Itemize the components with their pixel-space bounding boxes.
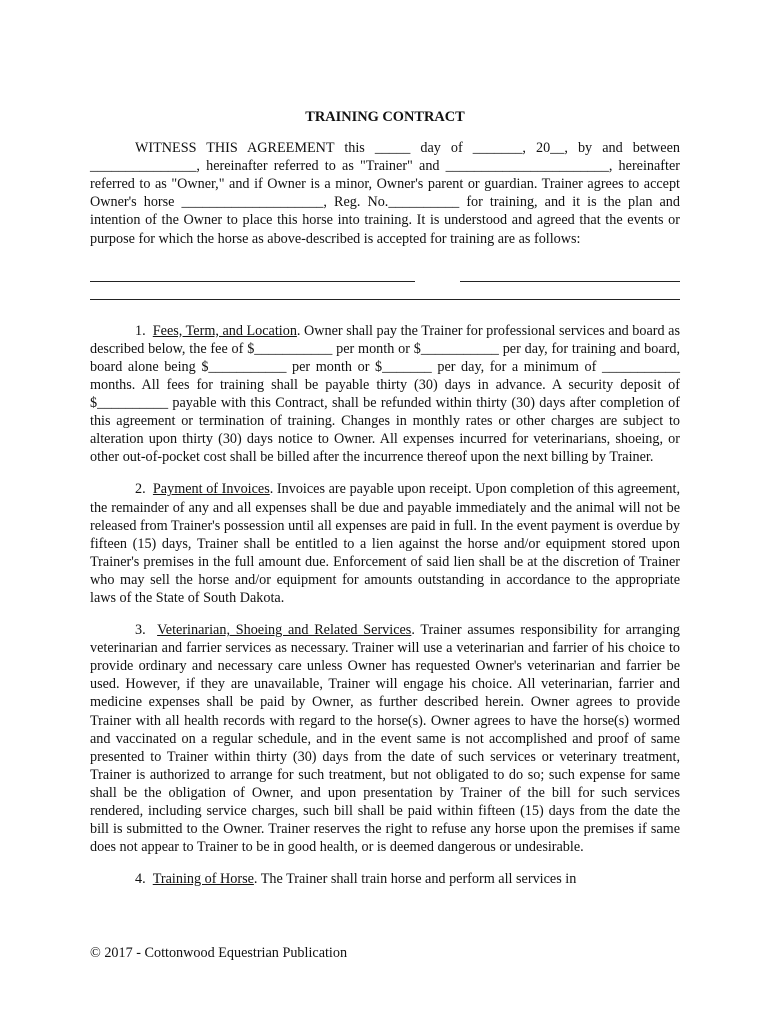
- section-paragraph: [90, 621, 680, 856]
- blank-row: [90, 266, 680, 284]
- section-paragraph: [90, 480, 680, 607]
- document-page: [90, 108, 680, 902]
- section-paragraph: [90, 870, 680, 888]
- document-title: TRAINING CONTRACT: [305, 109, 465, 125]
- section-number: 3.: [135, 622, 146, 639]
- section-number: 2.: [135, 481, 146, 498]
- section-training: [90, 870, 680, 888]
- section-number: 1.: [135, 322, 146, 339]
- section-text: . The Trainer shall train horse and perform all services in: [253, 871, 577, 888]
- section-fees: [90, 322, 680, 467]
- intro-paragraph: WITNESS THIS AGREEMENT this _____ day of _______, 20__, by and between _______________, hereinafter referred to as "Trainer" and _______________________, hereinafter referred to as "Owner," and if Owner is a minor, Owner's parent or guardian. Trainer agrees to accept Owner's horse ____________________, Reg. No.__________ for training, and it is the plan and intention of the Owner to place this horse into training. It is understood and agreed that the events or purpose for which the horse as above-described is accepted for training are as follows:: [90, 140, 680, 247]
- blank-row: [90, 284, 680, 302]
- section-paragraph: [90, 322, 680, 467]
- section-veterinarian: [90, 621, 680, 856]
- footer-copyright: © 2017 - Cottonwood Equestrian Publication: [90, 945, 348, 961]
- purpose-blank-lines: [90, 266, 680, 302]
- section-payment: [90, 480, 680, 607]
- blank-line: [90, 266, 415, 282]
- blank-line: [90, 284, 680, 300]
- section-heading: Payment of Invoices: [152, 481, 270, 498]
- section-heading: Veterinarian, Shoeing and Related Services: [157, 622, 412, 639]
- blank-line: [460, 266, 680, 282]
- section-number: 4.: [135, 871, 146, 888]
- section-text: . Invoices are payable upon receipt. Upon completion of this agreement, the remainder of any and all expenses shall be due and payable immediately and the animal will not be released from Trainer's possession until all expenses are paid in full. In the event payment is overdue by fifteen (15) days, Trainer shall be entitled to a lien against the horse and/or equipment stored upon Trainer's premises in the full amount due. Enforcement of said lien shall be at the discretion of Trainer who may sell the horse and/or equipment for amounts outstanding in accordance to the appropriate laws of the State of South Dakota.: [90, 481, 680, 606]
- section-text: . Trainer assumes responsibility for arranging veterinarian and farrier services as necessary. Trainer will use a veterinarian and farrier of his choice to provide ordinary and necessary care unless Owner has requested Owner's veterinarian and farrier be used. However, if they are unavailable, Trainer will engage his choice. All veterinarian, farrier and medicine expenses shall be paid by Owner, as further described herein. Owner agrees to provide Trainer with all health records with regard to the horse(s). Owner agrees to have the horse(s) wormed and vaccinated on a regular schedule, and in the event same is not accomplished and proof of same presented to Trainer within thirty (30) days from the date of such services or veterinary treatment, Trainer is authorized to arrange for such treatment, but not obligated to do so; such expense for same shall be the obligation of Owner, and upon presentation by Trainer of the bill for such services rendered, including service charges, such bill shall be paid within fifteen (15) days from the date the bill is submitted to the Owner. Trainer reserves the right to refuse any horse upon the premises if same does not appear to Trainer to be in good health, or is deemed dangerous or undesirable.: [90, 622, 681, 856]
- section-heading: Fees, Term, and Location: [152, 322, 297, 339]
- section-heading: Training of Horse: [152, 871, 254, 888]
- section-text: . Owner shall pay the Trainer for professional services and board as described below, the fee of $___________ per month or $___________ per day, for training and board, board alone being $___________ per month or $_______ per day, for a minimum of ___________ months. All fees for training shall be payable thirty (30) days in advance. A security deposit of $__________ payable with this Contract, shall be refunded within thirty (30) days after completion of this agreement or termination of training. Changes in monthly rates or other charges are subject to alteration upon thirty (30) days notice to Owner. All expenses incurred for veterinarians, shoeing, or other out-of-pocket cost shall be billed after the incurrence thereof upon the next billing by Trainer.: [90, 322, 680, 466]
